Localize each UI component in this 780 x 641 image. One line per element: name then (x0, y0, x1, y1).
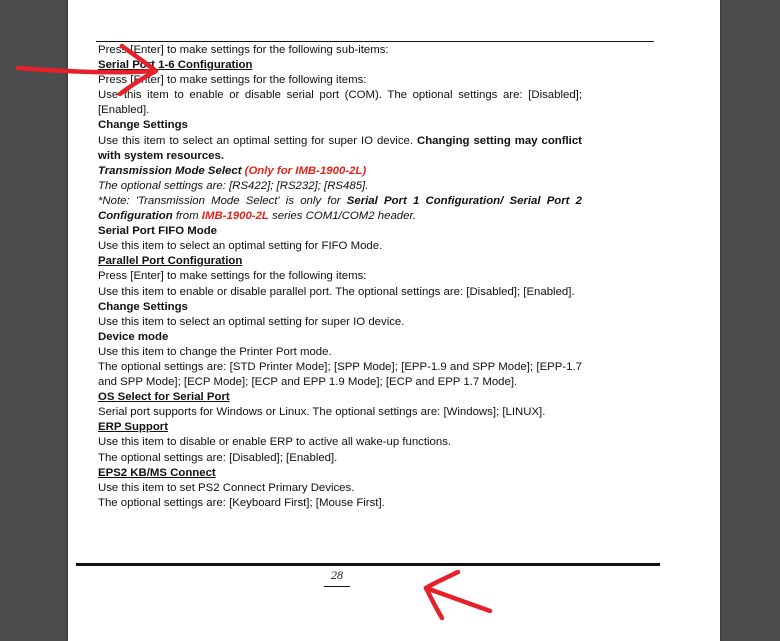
model-highlight: (Only for IMB-1900-2L) (244, 164, 367, 177)
note-part: *Note: 'Transmission Mode Select' is only for (98, 194, 347, 207)
body-text: Use this item to disable or enable ERP to active all wake-up functions. (98, 436, 452, 449)
warning-text: Changing setting may conflict with system resources. (98, 134, 582, 162)
body-text (98, 134, 582, 164)
body-text: The optional settings are: [Keyboard First]; [Mouse First]. (98, 496, 385, 509)
note-part: from (172, 210, 202, 223)
body-text: Serial port supports for Windows or Linux. The optional settings are: [Windows]; [LINUX]. (98, 406, 546, 419)
heading-fifo-mode: Serial Port FIFO Mode (98, 225, 217, 238)
body-text: Use this item to enable or disable serial port (COM). The optional settings are: [Disabled]; [Enabled]. (98, 89, 582, 117)
model-highlight: IMB-1900-2L (201, 210, 269, 223)
page-number: 28 (331, 568, 343, 582)
heading-change-settings: Change Settings (98, 300, 188, 313)
footer-rule (76, 563, 660, 566)
red-arrow-bottom-icon (418, 566, 498, 626)
body-text: Press [Enter] to make settings for the following items: (98, 270, 367, 283)
body-text: Use this item to enable or disable parallel port. The optional settings are: [Disabled]; [Enabled]. (98, 285, 575, 298)
body-text: Press [Enter] to make settings for the following items: (98, 74, 367, 87)
body-text-part: Use this item to select an optimal setting for super IO device. (98, 134, 417, 147)
header-rule (96, 41, 654, 42)
body-text: Use this item to change the Printer Port mode. (98, 345, 332, 358)
body-text: The optional settings are: [STD Printer Mode]; [SPP Mode]; [EPP-1.9 and SPP Mode]; [EPP-1.7 and SPP Mode]; [ECP Mode]; [ECP and EPP 1.9 Mode]; [ECP and EPP 1.7 Mode]. (98, 360, 582, 389)
heading-os-select: OS Select for Serial Port (98, 391, 230, 404)
note-part: series COM1/COM2 header. (268, 210, 416, 223)
heading-device-mode: Device mode (98, 330, 169, 343)
intro-text: Press [Enter] to make settings for the following sub-items: (98, 44, 389, 56)
body-text: Use this item to select an optimal setting for super IO device. (98, 315, 405, 328)
heading-transmission-mode (98, 164, 582, 179)
note-text (98, 194, 582, 224)
note-bold: Serial Port 1 Configuration/ Serial Port 2 Configuration (98, 194, 582, 223)
red-arrow-top-icon (14, 38, 164, 98)
heading-parallel-port-config: Parallel Port Configuration (98, 255, 243, 268)
heading-erp-support: ERP Support (98, 421, 169, 434)
heading-text: Transmission Mode Select (98, 164, 245, 177)
heading-eps2-connect: EPS2 KB/MS Connect (98, 466, 216, 479)
body-text: Use this item to set PS2 Connect Primary Devices. (98, 481, 355, 494)
body-text: The optional settings are: [Disabled]; [Enabled]. (98, 451, 338, 464)
page-content (98, 43, 582, 511)
body-text: The optional settings are: [RS422]; [RS232]; [RS485]. (98, 179, 369, 192)
heading-change-settings: Change Settings (98, 119, 188, 132)
page-number-underline (324, 586, 350, 587)
heading-serial-port-config: Serial Port 1-6 Configuration (98, 59, 253, 72)
body-text: Use this item to select an optimal setting for FIFO Mode. (98, 240, 383, 253)
